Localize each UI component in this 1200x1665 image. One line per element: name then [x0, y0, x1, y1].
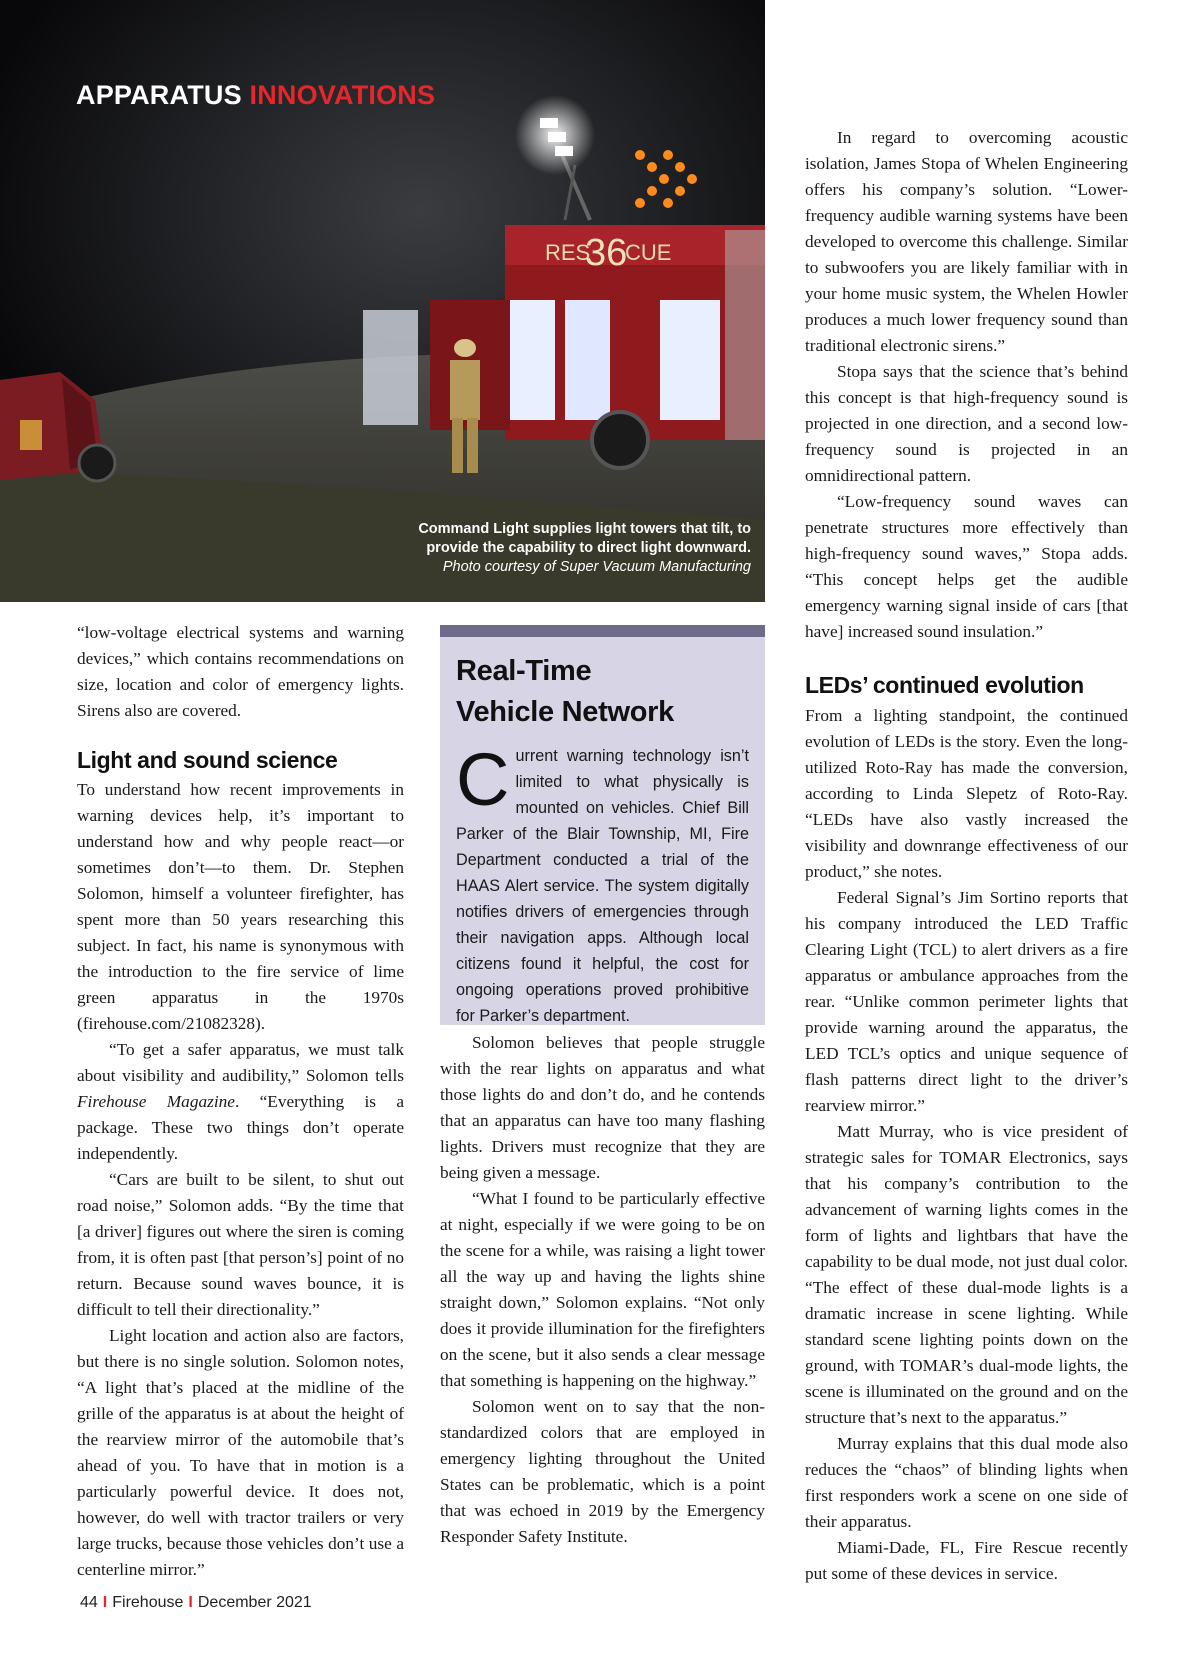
paragraph: Solomon went on to say that the non-standardized colors that are employed in emergency lighting throughout the United States can be problematic, which is a point that was echoed in 2019 by the Emergency Responder Safety Institute.	[440, 1397, 765, 1546]
column-2	[440, 1030, 765, 1550]
paragraph	[77, 1037, 404, 1167]
section-label-primary: APPARATUS	[76, 80, 242, 110]
sidebar-body-text: urrent warning technology isn’t limited to what physically is mounted on vehicles. Chief Bill Parker of the Blair Township, MI, Fire Department conducted a trial of the HAAS Alert service. The system digitally notifies drivers of emergencies through their navigation apps. Although local citizens found it helpful, the cost for ongoing operations proved prohibitive for Parker’s department.	[456, 747, 749, 1025]
section-label	[76, 80, 435, 111]
footer-separator: I	[102, 1594, 108, 1611]
issue-date: December 2021	[197, 1594, 312, 1611]
caption-line-2: provide the capability to direct light downward.	[426, 540, 751, 556]
magazine-name: Firehouse	[112, 1594, 184, 1611]
sidebar-title-line-1: Real-Time	[456, 655, 592, 687]
paragraph: To understand how recent improvements in warning devices help, it’s important to understand how and why people react—or sometimes don’t—to them. Dr. Stephen Solomon, himself a volunteer firefighter, has spent more than 50 years researching this subject. In fact, his name is synonymous with the introduction to the fire service of lime green apparatus in the 1970s (firehouse.com/21082328).	[77, 780, 404, 1033]
paragraph: Murray explains that this dual mode also reduces the “chaos” of blinding lights when first responders work a scene on one side of their apparatus.	[805, 1434, 1128, 1531]
paragraph: “low-voltage electrical systems and warning devices,” which contains recommendations on size, location and color of emergency lights. Sirens also are covered.	[77, 623, 404, 720]
paragraph: Federal Signal’s Jim Sortino reports that his company introduced the LED Traffic Clearing Light (TCL) to alert drivers as a fire apparatus or ambulance approaches from the rear. “Unlike common perimeter lights that provide warning around the apparatus, the LED TCL’s optics and unique sequence of flash patterns direct light to the driver’s rearview mirror.”	[805, 888, 1128, 1115]
footer-separator: I	[188, 1594, 193, 1611]
photo-credit: Photo courtesy of Super Vacuum Manufacturing	[442, 559, 751, 575]
column-1	[77, 620, 404, 1583]
paragraph: “Cars are built to be silent, to shut out road noise,” Solomon adds. “By the time that [a driver] figures out where the siren is coming from, it is often past [that person’s] point of no return. Because sound waves bounce, it is difficult to tell their directionality.”	[77, 1170, 404, 1319]
paragraph: From a lighting standpoint, the continued evolution of LEDs is the story. Even the long-utilized Roto-Ray has made the conversion, according to Linda Slepetz of Roto-Ray. “LEDs have also vastly increased the visibility and downrange effectiveness of our product,” she notes.	[805, 706, 1128, 881]
section-label-accent: INNOVATIONS	[249, 80, 436, 110]
photo-caption	[391, 520, 751, 577]
sidebar-title-line-2: Vehicle Network	[456, 696, 674, 728]
drop-cap: C	[456, 738, 510, 821]
sidebar-title	[456, 651, 749, 733]
caption-line-1: Command Light supplies light towers that tilt, to	[418, 521, 751, 537]
page-number: 44	[80, 1594, 98, 1611]
truck-lettering-left: RES	[545, 240, 591, 265]
truck-lettering-right: CUE	[625, 240, 672, 265]
paragraph-text: “To get a safer apparatus, we must talk about visibility and audibility,” Solomon tells	[77, 1040, 404, 1085]
paragraph: Matt Murray, who is vice president of strategic sales for TOMAR Electronics, says that his company’s contribution to the advancement of warning lights comes in the form of lights and lightbars that have the capability to be dual mode, not just dual color. “The effect of these dual-mode lights is a dramatic increase in scene lighting. While standard scene lighting points down on the ground, with TOMAR’s dual-mode lights, the scene is illuminated on the ground and on the structure that’s next to the apparatus.”	[805, 1122, 1128, 1427]
paragraph-text: . “Everything is a package. These two things don’t operate independently.	[77, 1092, 405, 1163]
truck-number: 36	[585, 232, 628, 274]
magazine-title: Firehouse Magazine	[77, 1092, 235, 1111]
sidebar-body	[456, 738, 749, 1029]
page-footer	[80, 1594, 312, 1612]
subheading-leds: LEDs’ continued evolution	[805, 672, 1084, 698]
paragraph: Stopa says that the science that’s behind this concept is that high-frequency sound is projected in one direction, and a second low-frequency sound is projected in an omnidirectional pattern.	[805, 362, 1128, 485]
column-3	[805, 125, 1128, 1587]
paragraph: Miami-Dade, FL, Fire Rescue recently put some of these devices in service.	[805, 1538, 1128, 1583]
paragraph: In regard to overcoming acoustic isolation, James Stopa of Whelen Engineering offers his company’s solution. “Lower-frequency audible warning systems have been developed to overcome this challenge. Similar to subwoofers you are likely familiar with in your home music system, the Whelen Howler produces a much lower frequency sound than traditional electronic sirens.”	[805, 128, 1128, 355]
sidebar-box	[440, 625, 765, 1025]
paragraph: “Low-frequency sound waves can penetrate structures more effectively than high-frequency sound waves,” Stopa adds. “This concept helps get the audible emergency warning signal inside of cars [that have] increased sound insulation.”	[805, 492, 1128, 641]
paragraph: Light location and action also are factors, but there is no single solution. Solomon notes, “A light that’s placed at the midline of the grille of the apparatus is at about the height of the rearview mirror of the automobile that’s ahead of you. To have that in motion is a particularly powerful device. It does not, however, do well with tractor trailers or very large trucks, because those vehicles don’t use a centerline mirror.”	[77, 1326, 404, 1579]
feature-photo	[0, 0, 765, 602]
subheading-light-sound: Light and sound science	[77, 747, 338, 773]
paragraph: “What I found to be particularly effective at night, especially if we were going to be on the scene for a while, was raising a light tower all the way up and having the lights shine straight down,” Solomon explains. “Not only does it provide illumination for the firefighters on the scene, but it also sends a clear message that something is happening on the highway.”	[440, 1189, 765, 1390]
paragraph: Solomon believes that people struggle with the rear lights on apparatus and what those lights do and don’t do, and he contends that an apparatus can have too many flashing lights. Drivers must recognize that they are being given a message.	[440, 1033, 765, 1182]
